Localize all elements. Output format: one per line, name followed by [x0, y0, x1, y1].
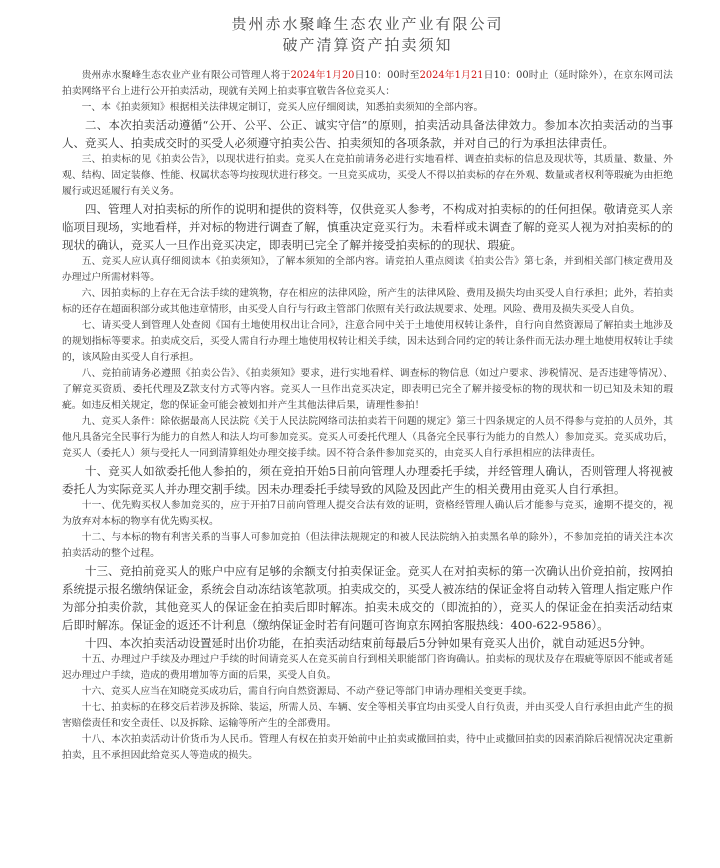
clause-paragraph: 三、拍卖标的见《拍卖公告》，以现状进行拍卖。竞买人在竞拍前请务必进行实地看样、调查拍卖标的信息及现状等，其质量、数量、外观、结构、固定装修、性能、权属状态等均按现状进行移交。一旦竞买成功，买受人不得以拍卖标的存在外观、数量或者权利等瑕疵为由拒绝履行或迟延履行有关义务。 [62, 154, 673, 197]
clause-paragraph: 十八、本次拍卖活动计价货币为人民币。管理人有权在拍卖开始前中止拍卖或撤回拍卖，待中止或撤回拍卖的因素消除后视情况决定重新拍卖，且不承担因此给竞买人等造成的损失。 [62, 734, 673, 761]
clause-paragraph: 四、管理人对拍卖标的所作的说明和提供的资料等，仅供竞买人参考，不构成对拍卖标的的任何担保。敬请竞买人亲临项目现场，实地看样，并对标的物进行调查了解，慎重决定竞买行为。未看样或未调查了解的竞买人视为对拍卖标的的现状的确认，竞买人一旦作出竞买决定，即表明已完全了解并接受拍卖标的的现状、瑕疵。 [62, 202, 673, 252]
intro-post: 日10：00时止（延时除外），在京东网司法拍卖网络平台上进行公开拍卖活动，现就有关网上拍卖事宜敬告各位竞买人： [62, 70, 673, 97]
clause-paragraph: 十四、本次拍卖活动设置延时出价功能，在拍卖活动结束前每最后5分钟如果有竞买人出价，就自动延迟5分钟。 [85, 636, 652, 650]
clause-paragraph: 五、竞买人应认真仔细阅读本《拍卖须知》，了解本须知的全部内容。请竞拍人重点阅读《拍卖公告》第七条，并到相关部门核定费用及办理过户所需材料等。 [62, 256, 673, 283]
clause-paragraph: 十二、与本标的物有利害关系的当事人可参加竞拍（但法律法规规定的和被人民法院纳入拍卖黑名单的除外），不参加竞拍的请关注本次拍卖活动的整个过程。 [62, 532, 673, 559]
clause-paragraph: 十七、拍卖标的在移交后若涉及拆除、装运，所需人员、车辆、安全等相关事宜均由买受人自行负责，并由买受人自行承担由此产生的损害赔偿责任和安全责任、以及拆除、运输等所产生的全部费用。 [62, 702, 673, 729]
clause-paragraph: 十一、优先购买权人参加竞买的，应于开拍7日前向管理人提交合法有效的证明，资格经管理人确认后才能参与竞买，逾期不提交的，视为放弃对本标的物享有优先购买权。 [62, 500, 673, 527]
auction-start-date: 2024年1月20 [290, 70, 355, 81]
clause-paragraph: 九、竞买人条件：除依据最高人民法院《关于人民法院网络司法拍卖若干问题的规定》第三十四条规定的人员不得参与竞拍的人员外，其他凡具备完全民事行为能力的自然人和法人均可参加竞买。竞买人可委托代理人（具备完全民事行为能力的自然人）参加竞买。竞买成功后，竞买人（委托人）须与受托人一同到清算组处办理交接手续。因不符合条件参加竞买的，由竞买人自行承担相应的法律责任。 [62, 416, 673, 459]
clause-paragraph: 十、竞买人如欲委托他人参拍的，须在竞拍开始5日前向管理人办理委托手续，并经管理人确认，否则管理人将视被委托人为实际竞买人并办理交割手续。因未办理委托手续导致的风险及因此产生的相关费用由竞买人自行承担。 [62, 464, 673, 496]
auction-end-date: 2024年1月21 [419, 70, 484, 81]
clause-paragraph: 十三、竞拍前竞买人的账户中应有足够的余额支付拍卖保证金。竞买人在对拍卖标的第一次确认出价竞拍前，按网拍系统提示报名缴纳保证金，系统会自动冻结该笔款项。拍卖成交的，买受人被冻结的保证金将自动转入管理人指定账户作为部分拍卖价款，其他竞买人的保证金在拍卖后即时解冻。拍卖未成交的（即流拍的），竞买人的保证金在拍卖活动结束后即时解冻。保证金的返还不计利息（缴纳保证金时若有问题可咨询京东网拍客服热线：400-622-9586）。 [62, 564, 673, 632]
intro-pre: 贵州赤水聚峰生态农业产业有限公司管理人将于 [81, 70, 291, 81]
clause-paragraph: 七、请买受人到管理人处查阅《国有土地使用权出让合同》，注意合同中关于土地使用权转让条件，自行向自然资源局了解拍卖土地涉及的规划指标等要求。拍卖成交后，买受人需自行办理土地使用权转让相关手续，因未达到合同约定的转让条件而无法办理土地使用权转让手续的，该风险由买受人自行承担。 [62, 320, 673, 363]
clauses-list [62, 100, 673, 764]
intro-paragraph [62, 68, 673, 100]
clause-paragraph: 十六、竞买人应当在知晓竞买成功后，需自行向自然资源局、不动产登记等部门申请办理相关变更手续。 [81, 686, 533, 697]
company-title: 贵州赤水聚峰生态农业产业有限公司 [231, 15, 504, 33]
document-title: 破产清算资产拍卖须知 [282, 36, 453, 54]
clause-paragraph: 八、竞拍前请务必遵照《拍卖公告》、《拍卖须知》要求，进行实地看样、调查标的物信息（如过户要求、涉税情况、是否违建等情况）、了解竞买资质、委托代理及Z款支付方式等内容。竞买人一旦作出竞买决定，即表明已完全了解并接受标的物的现状和一切已知及未知的瑕疵。如违反相关规定，您的保证金可能会被划扣并产生其他法律后果，请理性参拍！ [62, 368, 673, 411]
clause-paragraph: 六、因拍卖标的上存在无合法手续的建筑物，存在相应的法律风险，所产生的法律风险、费用及损失均由买受人自行承担；此外，若拍卖标的还存在超面积部分或其他违章情形，由买受人自行与行政主管部门依照有关行政法规要求、处理。风险、费用及损失买受人自负。 [62, 288, 673, 315]
clause-paragraph: 十五、办理过户手续及办理过户手续的时间请竞买人在竞买前自行到相关职能部门咨询确认。拍卖标的现状及存在瑕疵等原因不能或者延迟办理过户手续，造成的费用增加等方面的后果，买受人自负。 [62, 654, 673, 681]
clause-paragraph: 一、本《拍卖须知》根据相关法律规定制订，竞买人应仔细阅读，知悉拍卖须知的全部内容。 [81, 102, 484, 113]
clause-paragraph: 二、本次拍卖活动遵循“公开、公平、公正、诚实守信”的原则，拍卖活动具备法律效力。参加本次拍卖活动的当事人、竞买人、拍卖成交时的买受人必须遵守拍卖公告、拍卖须知的各项条款，并对自己的行为承担法律责任。 [62, 118, 673, 150]
intro-mid: 日10：00时至 [354, 70, 420, 81]
